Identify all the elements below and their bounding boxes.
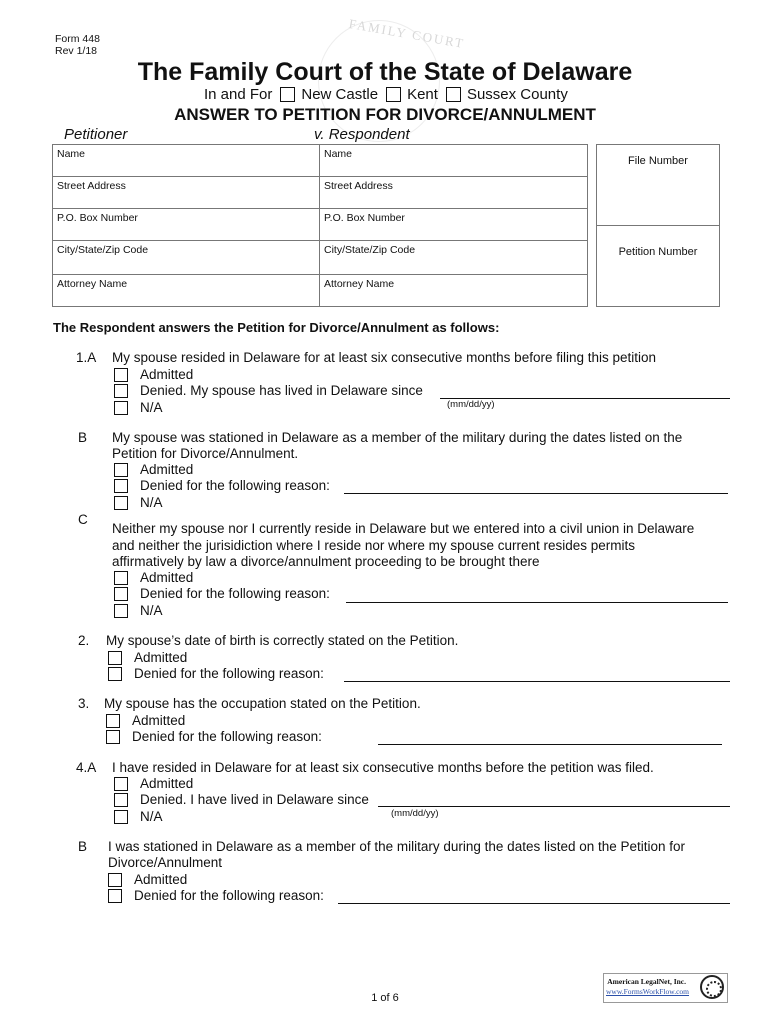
q1c-admitted-label: Admitted (140, 570, 194, 585)
q1c-text-line3: affirmatively by law a divorce/annulment proceeding to be brought there (112, 554, 540, 569)
q4a-na-label: N/A (140, 809, 163, 824)
q1a-na-checkbox[interactable] (114, 401, 128, 415)
q1b-admitted-checkbox[interactable] (114, 463, 128, 477)
form-revision: Rev 1/18 (55, 45, 98, 57)
q2-number: 2. (78, 633, 90, 648)
q4a-date-line[interactable] (378, 806, 730, 807)
petitioner-street-label: Street Address (57, 180, 126, 192)
q3-denied-label: Denied for the following reason: (132, 729, 322, 744)
petitioner-street-field[interactable] (52, 176, 320, 209)
petition-number-field[interactable] (596, 225, 720, 307)
q1a-admitted-label: Admitted (140, 367, 194, 382)
checkbox-sussex-county[interactable] (446, 87, 461, 102)
q4a-admitted-label: Admitted (140, 776, 194, 791)
respondent-city-label: City/State/Zip Code (324, 244, 416, 256)
q1a-denied-checkbox[interactable] (114, 384, 128, 398)
petitioner-pobox-label: P.O. Box Number (57, 212, 138, 224)
q4b-reason-line[interactable] (338, 903, 730, 904)
petitioner-name-label: Name (57, 148, 86, 160)
q1c-na-option (114, 603, 163, 618)
county-selector (204, 86, 568, 103)
q4a-na-checkbox[interactable] (114, 810, 128, 824)
respondent-name-label: Name (324, 148, 353, 160)
q1b-reason-line[interactable] (344, 493, 728, 494)
q1b-text-line1: My spouse was stationed in Delaware as a member of the military during the dates listed on the (112, 430, 683, 445)
q2-denied-option (108, 666, 324, 681)
q4b-denied-label: Denied for the following reason: (134, 888, 324, 903)
q3-number: 3. (78, 696, 90, 711)
publisher-link[interactable]: www.FormsWorkFlow.com (606, 987, 690, 996)
q1c-text-line2: and neither the jurisidiction where I reside nor where my spouse current resides permits (112, 538, 635, 553)
county-prefix: In and For (204, 86, 273, 103)
q1c-denied-label: Denied for the following reason: (140, 586, 330, 601)
q1c-admitted-checkbox[interactable] (114, 571, 128, 585)
q3-denied-checkbox[interactable] (106, 730, 120, 744)
q1a-number: 1.A (76, 350, 97, 365)
q1a-denied-option (114, 383, 423, 398)
q4b-denied-option (108, 888, 324, 903)
respondent-street-label: Street Address (324, 180, 393, 192)
q4a-denied-label: Denied. I have lived in Delaware since (140, 792, 369, 807)
petitioner-pobox-field[interactable] (52, 208, 320, 241)
q2-denied-label: Denied for the following reason: (134, 666, 324, 681)
checkbox-new-castle[interactable] (280, 87, 295, 102)
q4b-number: B (78, 839, 88, 854)
q1b-denied-checkbox[interactable] (114, 479, 128, 493)
respondent-label: v. Respondent (314, 126, 410, 143)
q1b-text-line2: Petition for Divorce/Annulment. (112, 446, 299, 461)
q1c-na-checkbox[interactable] (114, 604, 128, 618)
q1c-admitted-option (114, 570, 193, 585)
q2-admitted-checkbox[interactable] (108, 651, 122, 665)
q1c-denied-checkbox[interactable] (114, 587, 128, 601)
q1b-admitted-label: Admitted (140, 462, 194, 477)
petitioner-city-field[interactable] (52, 240, 320, 275)
q1b-admitted-option (114, 462, 193, 477)
checkbox-kent[interactable] (386, 87, 401, 102)
q4b-denied-checkbox[interactable] (108, 889, 122, 903)
q3-admitted-label: Admitted (132, 713, 186, 728)
county-label-sussex: Sussex County (466, 86, 568, 103)
petition-number-label: Petition Number (618, 246, 698, 258)
respondent-attorney-field[interactable] (319, 274, 588, 307)
respondent-city-field[interactable] (319, 240, 588, 275)
petitioner-name-field[interactable] (52, 144, 320, 177)
q1b-number: B (78, 430, 88, 445)
court-seal-text: FAMILY COURT (347, 15, 467, 52)
q1b-denied-option (114, 478, 330, 493)
q2-admitted-label: Admitted (134, 650, 188, 665)
q1a-denied-label: Denied. My spouse has lived in Delaware since (140, 383, 423, 398)
q3-text: My spouse has the occupation stated on the Petition. (104, 696, 421, 711)
q1b-na-label: N/A (140, 495, 163, 510)
q1b-na-checkbox[interactable] (114, 496, 128, 510)
q1b-na-option (114, 495, 163, 510)
q1a-text: My spouse resided in Delaware for at least six consecutive months before filing this petition (112, 350, 657, 365)
q2-text: My spouse’s date of birth is correctly stated on the Petition. (106, 633, 459, 648)
q2-reason-line[interactable] (344, 681, 730, 682)
q4a-admitted-checkbox[interactable] (114, 777, 128, 791)
q1c-reason-line[interactable] (346, 602, 728, 603)
file-number-label: File Number (628, 155, 688, 167)
form-number: Form 448 (55, 33, 100, 45)
petitioner-label: Petitioner (64, 126, 128, 143)
q1b-denied-label: Denied for the following reason: (140, 478, 330, 493)
q4a-number: 4.A (76, 760, 97, 775)
q4b-admitted-option (108, 872, 187, 887)
form-subtitle: ANSWER TO PETITION FOR DIVORCE/ANNULMENT (174, 105, 596, 124)
respondent-pobox-field[interactable] (319, 208, 588, 241)
respondent-street-field[interactable] (319, 176, 588, 209)
q4a-denied-checkbox[interactable] (114, 793, 128, 807)
q1a-admitted-option (114, 367, 193, 382)
q3-reason-line[interactable] (378, 744, 722, 745)
q1a-admitted-checkbox[interactable] (114, 368, 128, 382)
county-label-kent: Kent (407, 86, 438, 103)
page-title: The Family Court of the State of Delaware (137, 58, 633, 86)
q4b-admitted-checkbox[interactable] (108, 873, 122, 887)
q1c-text-line1: Neither my spouse nor I currently reside in Delaware but we entered into a civil union in Delaware (112, 521, 695, 536)
q3-denied-option (106, 729, 322, 744)
q4a-denied-option (114, 792, 369, 807)
q4a-admitted-option (114, 776, 193, 791)
q4a-date-hint: (mm/dd/yy) (391, 808, 439, 819)
publisher-name: American LegalNet, Inc. (607, 977, 686, 986)
q3-admitted-option (106, 713, 185, 728)
respondent-pobox-label: P.O. Box Number (324, 212, 405, 224)
q3-admitted-checkbox[interactable] (106, 714, 120, 728)
q1c-na-label: N/A (140, 603, 163, 618)
page-number: 1 of 6 (371, 992, 399, 1004)
petitioner-attorney-field[interactable] (52, 274, 320, 307)
petitioner-attorney-label: Attorney Name (57, 278, 128, 290)
answers-heading: The Respondent answers the Petition for Divorce/Annulment as follows: (53, 320, 500, 335)
q2-denied-checkbox[interactable] (108, 667, 122, 681)
form-number-block (55, 33, 100, 57)
file-number-field[interactable] (596, 144, 720, 226)
q1a-na-label: N/A (140, 400, 163, 415)
county-label-new-castle: New Castle (301, 86, 379, 103)
q4b-text-line1: I was stationed in Delaware as a member of the military during the dates listed on the Petition for (108, 839, 686, 854)
q1a-na-option (114, 400, 163, 415)
respondent-name-field[interactable] (319, 144, 588, 177)
respondent-attorney-label: Attorney Name (324, 278, 395, 290)
petitioner-city-label: City/State/Zip Code (57, 244, 149, 256)
q2-admitted-option (108, 650, 187, 665)
q4a-text: I have resided in Delaware for at least six consecutive months before the petition was filed. (112, 760, 654, 775)
q1c-number: C (78, 512, 88, 527)
q4b-admitted-label: Admitted (134, 872, 188, 887)
q1c-denied-option (114, 586, 330, 601)
q4a-na-option (114, 809, 163, 824)
q4b-text-line2: Divorce/Annulment (108, 855, 223, 870)
q1a-date-hint: (mm/dd/yy) (447, 399, 495, 410)
